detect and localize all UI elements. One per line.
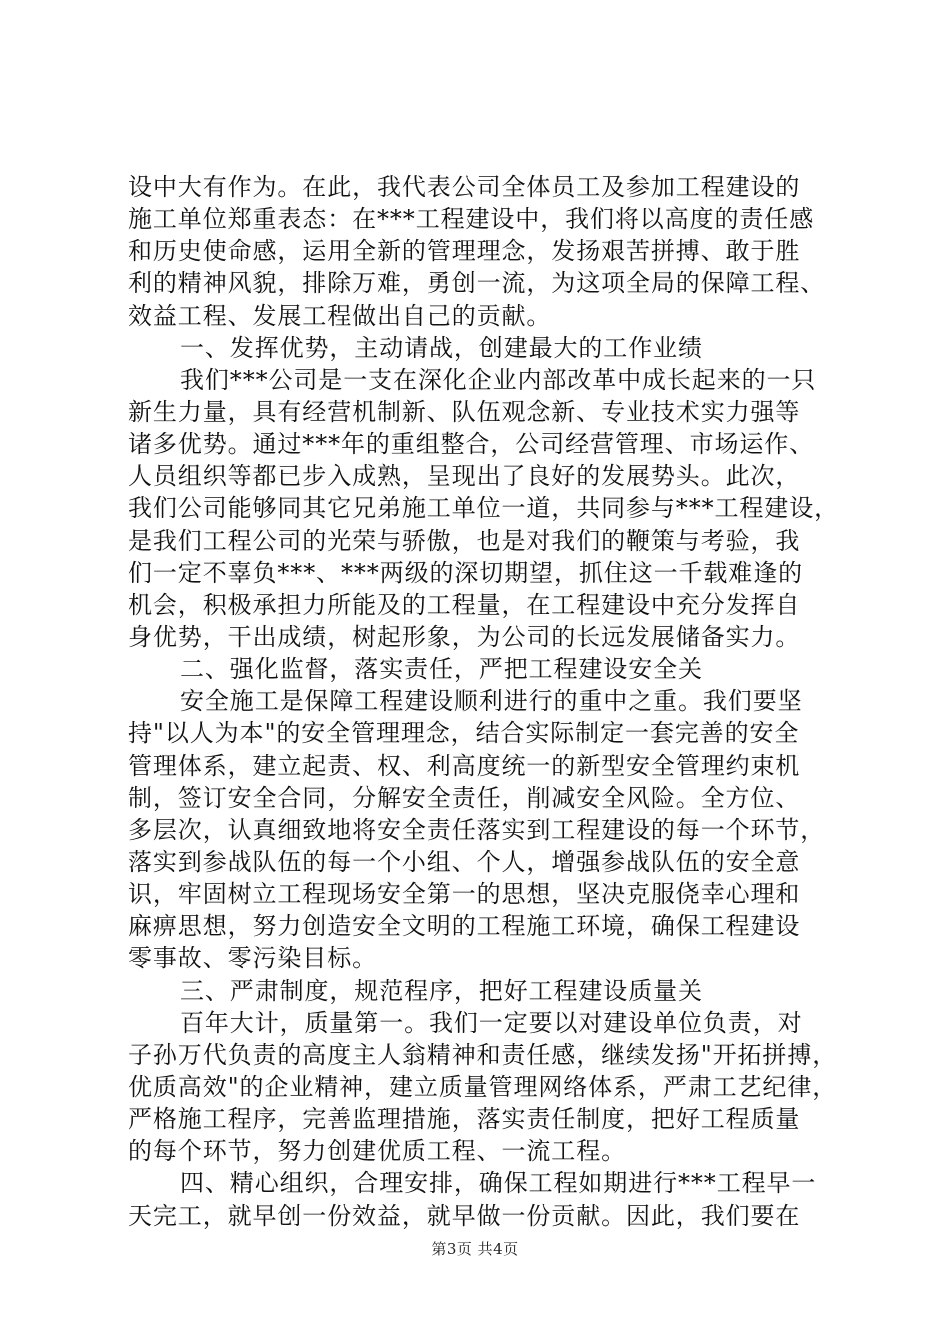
text-line: 效益工程、发展工程做出自己的贡献。 <box>128 301 552 330</box>
text-line: 持"以人为本"的安全管理理念，结合实际制定一套完善的安全 <box>128 719 800 748</box>
text-line: 管理体系，建立起责、权、利高度统一的新型安全管理约束机 <box>128 751 801 780</box>
text-line: 优质高效"的企业精神，建立质量管理网络体系，严肃工艺纪律， <box>128 1072 838 1101</box>
text-line: 新生力量，具有经营机制新、队伍观念新、专业技术实力强等 <box>128 397 801 426</box>
text-line: 身优势，干出成绩，树起形象，为公司的长远发展储备实力。 <box>128 622 801 651</box>
section-heading-4: 四、精心组织，合理安排，确保工程如期进行***工程早一 <box>180 1169 817 1198</box>
text-line: 制，签订安全合同，分解安全责任，削减安全风险。全方位、 <box>128 783 801 812</box>
text-line: 严格施工程序，完善监理措施，落实责任制度，把好工程质量 <box>128 1105 801 1134</box>
page-number-footer: 第3页 共4页 <box>431 1240 519 1258</box>
text-line: 人员组织等都已步入成熟，呈现出了良好的发展势头。此次， <box>128 462 801 491</box>
text-line: 麻痹思想，努力创造安全文明的工程施工环境，确保工程建设 <box>128 912 801 941</box>
text-line: 天完工，就早创一份效益，就早做一份贡献。因此，我们要在 <box>128 1201 801 1230</box>
section-heading-2: 二、强化监督，落实责任，严把工程建设安全关 <box>180 655 703 684</box>
text-line: 们一定不辜负***、***两级的深切期望，抓住这一千载难逢的 <box>128 558 803 587</box>
section-heading-1: 一、发挥优势，主动请战，创建最大的工作业绩 <box>180 333 703 362</box>
section-heading-3: 三、严肃制度，规范程序，把好工程建设质量关 <box>180 976 703 1005</box>
text-line: 落实到参战队伍的每一个小组、个人，增强参战队伍的安全意 <box>128 847 801 876</box>
document-body <box>128 171 839 1232</box>
text-line: 百年大计，质量第一。我们一定要以对建设单位负责，对 <box>180 1008 803 1037</box>
text-line: 我们公司能够同其它兄弟施工单位一道，共同参与***工程建设， <box>128 494 839 523</box>
text-line: 设中大有作为。在此，我代表公司全体员工及参加工程建设的 <box>128 173 801 201</box>
text-line: 利的精神风貌，排除万难，勇创一流，为这项全局的保障工程、 <box>128 269 826 298</box>
text-line: 我们***公司是一支在深化企业内部改革中成长起来的一只 <box>180 365 817 394</box>
text-line: 识，牢固树立工程现场安全第一的思想，坚决克服侥幸心理和 <box>128 880 801 909</box>
text-line: 是我们工程公司的光荣与骄傲，也是对我们的鞭策与考验，我 <box>128 526 801 555</box>
text-line: 的每个环节，努力创建优质工程、一流工程。 <box>128 1137 626 1166</box>
text-line: 零事故、零污染目标。 <box>128 944 377 973</box>
text-line: 和历史使命感，运用全新的管理理念，发扬艰苦拼搏、敢于胜 <box>128 237 801 266</box>
text-line: 机会，积极承担力所能及的工程量，在工程建设中充分发挥自 <box>128 590 801 619</box>
text-line: 施工单位郑重表态：在***工程建设中，我们将以高度的责任感 <box>128 205 815 234</box>
text-line: 诸多优势。通过***年的重组整合，公司经营管理、市场运作、 <box>128 430 815 459</box>
text-line: 子孙万代负责的高度主人翁精神和责任感，继续发扬"开拓拼搏， <box>128 1040 838 1069</box>
text-line: 多层次，认真细致地将安全责任落实到工程建设的每一个环节， <box>128 815 826 844</box>
text-line: 安全施工是保障工程建设顺利进行的重中之重。我们要坚 <box>180 687 803 716</box>
